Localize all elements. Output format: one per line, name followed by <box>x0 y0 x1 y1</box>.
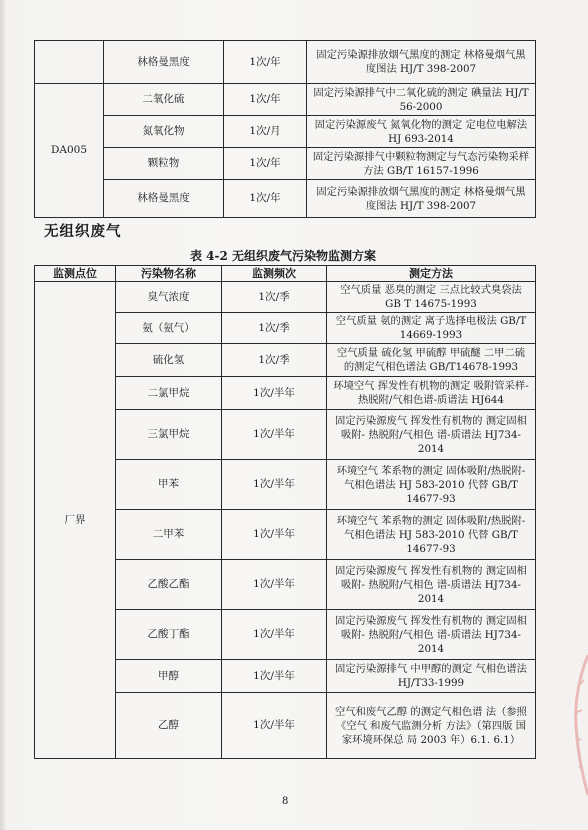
binding-edge <box>0 0 6 830</box>
pollutant-cell: 二氯甲烷 <box>116 377 222 410</box>
page-number: 8 <box>282 796 289 807</box>
table-row <box>35 282 536 313</box>
method-cell: 空气质量 硫化氢 甲硫醇 甲硫醚 二甲二硫的测定气相色谱法 GB/T14678-1993 <box>327 344 536 377</box>
frequency-cell: 1次/季 <box>222 344 327 377</box>
frequency-cell: 1次/月 <box>224 116 307 148</box>
frequency-cell: 1次/半年 <box>222 560 327 610</box>
frequency-cell: 1次/半年 <box>222 660 327 693</box>
pollutant-cell: 乙酸乙酯 <box>116 560 222 610</box>
frequency-cell: 1次/季 <box>222 313 327 344</box>
pollutant-cell: 氮氧化物 <box>104 116 224 148</box>
table-row <box>35 148 536 180</box>
method-cell: 固定污染源废气 氮氧化物的测定 定电位电解法 HJ 693-2014 <box>307 116 536 148</box>
point-cell: 厂界 <box>35 282 116 759</box>
method-cell: 环境空气 挥发性有机物的测定 吸附管采样-热脱附/气相色谱-质谱法 HJ644 <box>327 377 536 410</box>
pollutant-cell: 三氯甲烷 <box>116 410 222 460</box>
table-row <box>35 41 536 84</box>
frequency-cell: 1次/半年 <box>222 377 327 410</box>
monitoring-table-continued <box>34 40 536 218</box>
pollutant-cell: 二甲苯 <box>116 510 222 560</box>
frequency-cell: 1次/半年 <box>222 610 327 660</box>
pollutant-cell: 甲醇 <box>116 660 222 693</box>
pollutant-cell: 林格曼黑度 <box>104 41 224 84</box>
method-cell: 固定污染源排气中颗粒物测定与气态污染物采样方法 GB/T 16157-1996 <box>307 148 536 180</box>
frequency-cell: 1次/半年 <box>222 693 327 759</box>
pollutant-cell: 乙醇 <box>116 693 222 759</box>
fugitive-emission-table <box>34 265 536 759</box>
method-cell: 固定污染源排放烟气黑度的测定 林格曼烟气黑度图法 HJ/T 398-2007 <box>307 180 536 218</box>
pollutant-cell: 氨（氨气） <box>116 313 222 344</box>
frequency-cell: 1次/年 <box>224 148 307 180</box>
header-pollutant: 污染物名称 <box>116 266 222 282</box>
method-cell: 空气质量 氨的测定 离子选择电极法 GB/T 14669-1993 <box>327 313 536 344</box>
method-cell: 环境空气 苯系物的测定 固体吸附/热脱附-气相色谱法 HJ 583-2010 代替 GB/T 14677-93 <box>327 460 536 510</box>
table-caption: 表 4-2 无组织废气污染物监测方案 <box>190 249 377 263</box>
frequency-cell: 1次/年 <box>224 41 307 84</box>
pollutant-cell: 颗粒物 <box>104 148 224 180</box>
point-cell: DA005 <box>35 84 104 218</box>
frequency-cell: 1次/半年 <box>222 510 327 560</box>
table-row <box>35 116 536 148</box>
pollutant-cell: 硫化氢 <box>116 344 222 377</box>
red-seal-stamp-partial <box>566 650 588 800</box>
frequency-cell: 1次/半年 <box>222 410 327 460</box>
method-cell: 空气和废气乙醇 的测定气相色谱 法（参照《空气 和废气监测分析 方法》（第四版 国家环境环保总 局 2003 年）6.1. 6.1） <box>327 693 536 759</box>
point-cell-empty <box>35 41 104 84</box>
header-point: 监测点位 <box>35 266 116 282</box>
method-cell: 固定污染源排气中二氧化硫的测定 碘量法 HJ/T 56-2000 <box>307 84 536 116</box>
method-cell: 固定污染源废气 挥发性有机物的 测定固相吸附- 热脱附/气相色 谱-质谱法 HJ734-2014 <box>327 560 536 610</box>
section-heading: 无组织废气 <box>44 223 122 240</box>
method-cell: 固定污染源废气 挥发性有机物的 测定固相吸附- 热脱附/气相色 谱-质谱法 HJ734-2014 <box>327 610 536 660</box>
pollutant-cell: 林格曼黑度 <box>104 180 224 218</box>
method-cell: 固定污染源废气 挥发性有机物的 测定固相吸附- 热脱附/气相色 谱-质谱法 HJ734-2014 <box>327 410 536 460</box>
method-cell: 固定污染源排放烟气黑度的测定 林格曼烟气黑度图法 HJ/T 398-2007 <box>307 41 536 84</box>
table-row <box>35 180 536 218</box>
frequency-cell: 1次/年 <box>224 180 307 218</box>
frequency-cell: 1次/年 <box>224 84 307 116</box>
header-method: 测定方法 <box>327 266 536 282</box>
pollutant-cell: 臭气浓度 <box>116 282 222 313</box>
pollutant-cell: 甲苯 <box>116 460 222 510</box>
method-cell: 环境空气 苯系物的测定 固体吸附/热脱附-气相色谱法 HJ 583-2010 代替 GB/T 14677-93 <box>327 510 536 560</box>
frequency-cell: 1次/季 <box>222 282 327 313</box>
header-frequency: 监测频次 <box>222 266 327 282</box>
frequency-cell: 1次/半年 <box>222 460 327 510</box>
method-cell: 固定污染源排气 中甲醇的测定 气相色谱法 HJ/T33-1999 <box>327 660 536 693</box>
method-cell: 空气质量 恶臭的测定 三点比较式臭袋法 GB T 14675-1993 <box>327 282 536 313</box>
pollutant-cell: 二氧化硫 <box>104 84 224 116</box>
table-header-row <box>35 266 536 282</box>
table-row <box>35 84 536 116</box>
pollutant-cell: 乙酸丁酯 <box>116 610 222 660</box>
